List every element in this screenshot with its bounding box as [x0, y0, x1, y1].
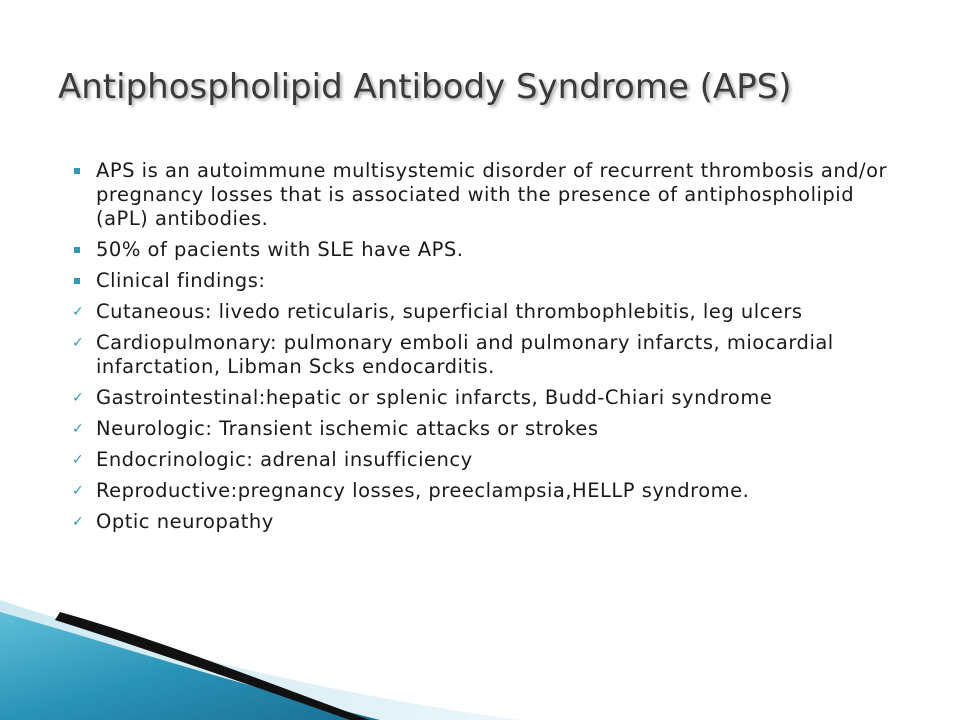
list-item	[72, 510, 892, 534]
list-item	[72, 300, 892, 324]
list-item-text: Neurologic: Transient ischemic attacks or strokes	[96, 417, 599, 440]
check-bullet-icon: ✓	[72, 390, 85, 406]
square-bullet-icon	[72, 238, 92, 262]
list-item-text: Cutaneous: livedo reticularis, superficial thrombophlebitis, leg ulcers	[96, 300, 803, 323]
list-item	[72, 159, 892, 231]
list-item-text: Gastrointestinal:hepatic or splenic infarcts, Budd-Chiari syndrome	[96, 386, 773, 409]
check-bullet-icon: ✓	[72, 483, 85, 499]
list-item	[72, 386, 892, 410]
list-item-text: Optic neuropathy	[96, 510, 274, 533]
check-bullet-icon: ✓	[72, 421, 85, 437]
list-item-text: APS is an autoimmune multisystemic disorder of recurrent thrombosis and/or pregnancy losses that is associated with the presence of antiphospholipid (aPL) antibodies.	[96, 159, 888, 230]
slide-title: Antiphospholipid Antibody Syndrome (APS)	[58, 67, 792, 107]
bullet-list	[72, 159, 892, 541]
check-bullet-icon: ✓	[72, 514, 85, 530]
list-item-text: 50% of pacients with SLE have APS.	[96, 238, 464, 261]
square-bullet-icon	[72, 269, 92, 293]
check-bullet-icon: ✓	[72, 335, 85, 351]
list-item	[72, 269, 892, 293]
list-item-text: Cardiopulmonary: pulmonary emboli and pulmonary infarcts, miocardial infarctation, Libman Scks endocarditis.	[96, 331, 834, 378]
square-bullet-icon	[72, 159, 92, 183]
list-item	[72, 331, 892, 379]
list-item	[72, 417, 892, 441]
list-item	[72, 448, 892, 472]
list-item	[72, 238, 892, 262]
list-item-text: Endocrinologic: adrenal insufficiency	[96, 448, 473, 471]
list-item-text: Reproductive:pregnancy losses, preeclampsia,HELLP syndrome.	[96, 479, 750, 502]
list-item	[72, 479, 892, 503]
check-bullet-icon: ✓	[72, 452, 85, 468]
check-bullet-icon: ✓	[72, 304, 85, 320]
list-item-text: Clinical findings:	[96, 269, 266, 292]
